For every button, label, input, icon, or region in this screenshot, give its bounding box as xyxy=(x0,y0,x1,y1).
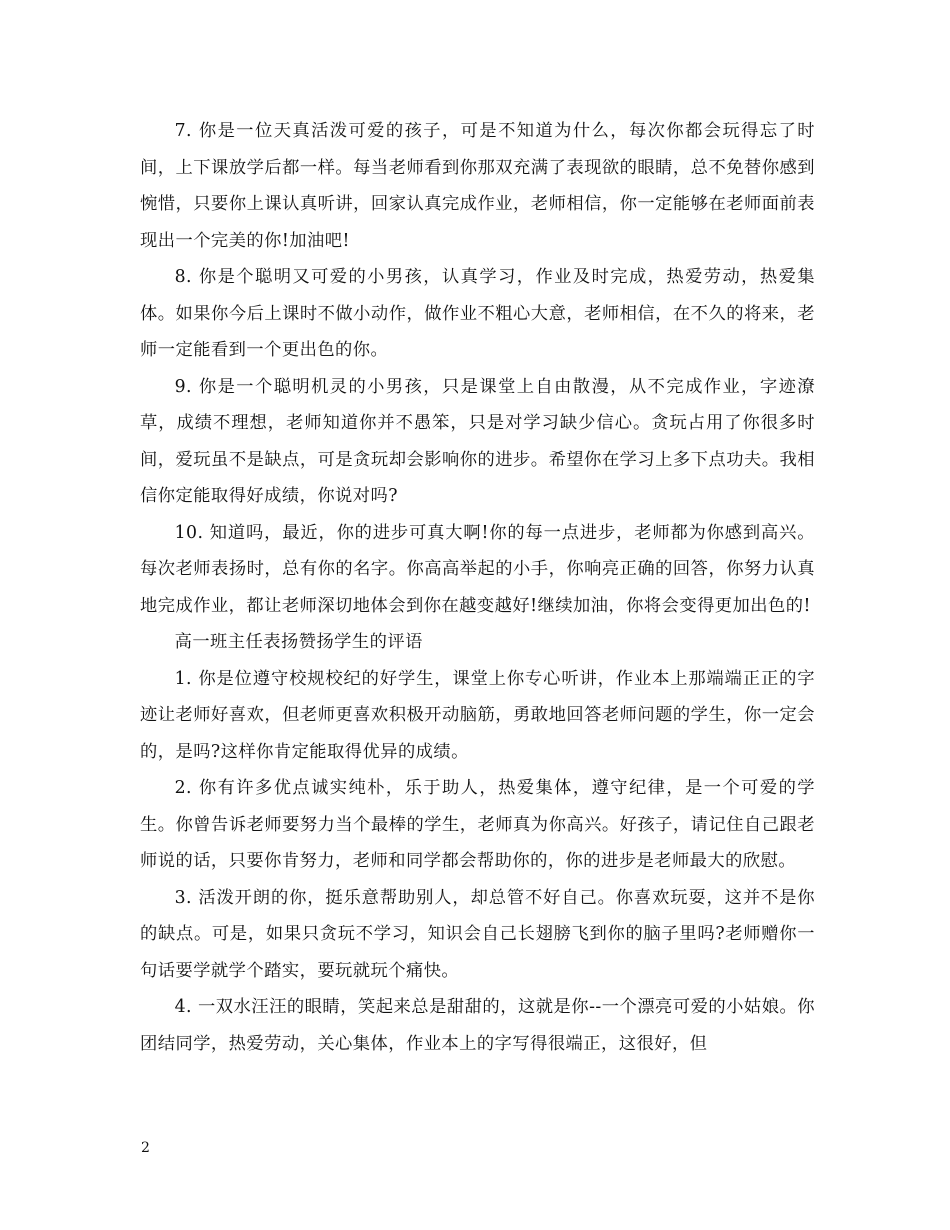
paragraph-comment-4: 4. 一双水汪汪的眼睛，笑起来总是甜甜的，这就是你--一个漂亮可爱的小姑娘。你团结同学，热爱劳动，关心集体，作业本上的字写得很端正，这很好，但 xyxy=(140,997,815,1054)
page-number: 2 xyxy=(141,1140,150,1156)
document-body xyxy=(140,113,815,1062)
paragraph-comment-3: 3. 活泼开朗的你，挺乐意帮助别人，却总管不好自己。你喜欢玩耍，这并不是你的缺点。可是，如果只贪玩不学习，知识会自己长翅膀飞到你的脑子里吗?老师赠你一句话要学就学个踏实，要玩就玩个痛快。 xyxy=(140,887,815,981)
paragraph-comment-9: 9. 你是一个聪明机灵的小男孩，只是课堂上自由散漫，从不完成作业，字迹潦草，成绩不理想，老师知道你并不愚笨，只是对学习缺少信心。贪玩占用了你很多时间，爱玩虽不是缺点，可是贪玩却会影响你的进步。希望你在学习上多下点功夫。我相信你定能取得好成绩，你说对吗? xyxy=(140,376,815,506)
paragraph-comment-10: 10. 知道吗，最近，你的进步可真大啊!你的每一点进步，老师都为你感到高兴。每次老师表扬时，总有你的名字。你高高举起的小手，你响亮正确的回答，你努力认真地完成作业，都让老师深切地体会到你在越变越好!继续加油，你将会变得更加出色的! xyxy=(140,522,815,616)
paragraph-comment-1: 1. 你是位遵守校规校纪的好学生，课堂上你专心听讲，作业本上那端端正正的字迹让老师好喜欢，但老师更喜欢积极开动脑筋，勇敢地回答老师问题的学生，你一定会的，是吗?这样你肯定能取得优异的成绩。 xyxy=(140,668,815,762)
paragraph-comment-8: 8. 你是个聪明又可爱的小男孩，认真学习，作业及时完成，热爱劳动，热爱集体。如果你今后上课时不做小动作，做作业不粗心大意，老师相信，在不久的将来，老师一定能看到一个更出色的你。 xyxy=(140,267,815,360)
paragraph-comment-7: 7. 你是一位天真活泼可爱的孩子，可是不知道为什么，每次你都会玩得忘了时间，上下课放学后都一样。每当老师看到你那双充满了表现欲的眼睛，总不免替你感到惋惜，只要你上课认真听讲，回家认真完成作业，老师相信，你一定能够在老师面前表现出一个完美的你!加油吧! xyxy=(140,121,815,251)
paragraph-comment-2: 2. 你有许多优点诚实纯朴，乐于助人，热爱集体，遵守纪律，是一个可爱的学生。你曾告诉老师要努力当个最棒的学生，老师真为你高兴。好孩子，请记住自己跟老师说的话，只要你肯努力，老师和同学都会帮助你的，你的进步是老师最大的欣慰。 xyxy=(140,778,815,871)
section-heading: 高一班主任表扬赞扬学生的评语 xyxy=(174,632,423,652)
